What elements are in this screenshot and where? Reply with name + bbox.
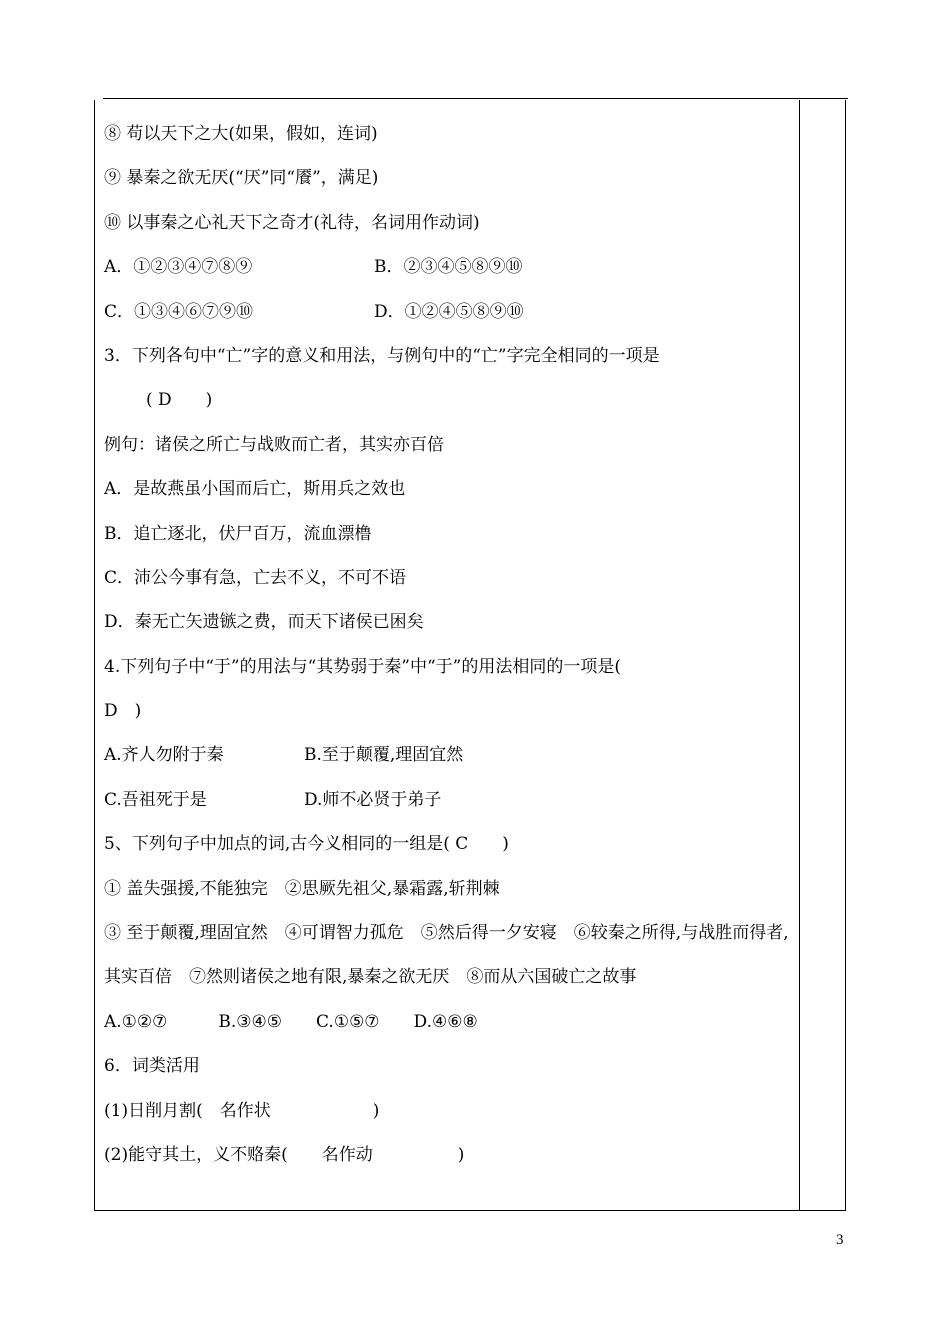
question-4-option-a: A.齐人勿附于秦 [104, 745, 224, 766]
answer-row-cd [104, 290, 794, 334]
option-line-9: ⑨ 暴秦之欲无厌(“厌”同“餍”，满足) [104, 168, 379, 189]
question-4-option-b: B.至于颠覆,理固宜然 [304, 745, 464, 766]
question-3-option-b: B．追亡逐北，伏尸百万，流血漂橹 [104, 523, 372, 544]
question-6-item-2: (2)能守其土，义不赂秦( 名作动 ) [104, 1145, 465, 1166]
question-5-items-1: ① 盖失强援,不能独完 ②思厥先祖父,暴霜露,斩荆棘 [104, 878, 500, 899]
question-6-item-1: (1)日削月割( 名作状 ) [104, 1100, 380, 1121]
header-rule [103, 98, 848, 99]
table-column-divider [799, 100, 800, 1211]
question-6-stem: 6．词类活用 [104, 1056, 200, 1077]
question-3-answer: ( D ) [146, 390, 213, 411]
answer-row-ab [104, 245, 794, 289]
answer-a: A．①②③④⑦⑧⑨ [104, 257, 253, 278]
question-3-option-a: A．是故燕虽小国而后亡，斯用兵之效也 [104, 479, 406, 500]
page-number: 3 [836, 1232, 844, 1248]
question-3-stem: 3．下列各句中“亡”字的意义和用法，与例句中的“亡”字完全相同的一项是 [104, 345, 660, 366]
option-line-10: ⑩ 以事秦之心礼天下之奇才(礼待，名词用作动词) [104, 212, 480, 233]
question-5-items-2: ③ 至于颠覆,理固宜然 ④可谓智力孤危 ⑤然后得一夕安寝 ⑥较秦之所得,与战胜而得者,其实百倍 ⑦然则诸侯之地有限,暴秦之欲无厌 ⑧而从六国破亡之故事 [104, 923, 789, 988]
answer-c: C．①③④⑥⑦⑨⑩ [104, 301, 254, 322]
question-3-example: 例句：诸侯之所亡与战败而亡者，其实亦百倍 [104, 434, 444, 455]
question-4-option-c: C.吾祖死于是 [104, 789, 207, 810]
answer-b: B．②③④⑤⑧⑨⑩ [374, 257, 523, 278]
question-5-answers: A.①②⑦ B.③④⑤ C.①⑤⑦ D.④⑥⑧ [104, 1011, 478, 1032]
question-4-answer: D ) [104, 701, 142, 722]
question-5-stem: 5、下列句子中加点的词,古今义相同的一组是( C ) [104, 834, 509, 855]
answer-d: D．①②④⑤⑧⑨⑩ [374, 301, 524, 322]
question-3-option-d: D．秦无亡矢遗镞之费，而天下诸侯已困矣 [104, 612, 424, 633]
question-4-stem: 4.下列句子中“于”的用法与“其势弱于秦”中“于”的用法相同的一项是( [104, 656, 621, 677]
question-content [104, 112, 794, 1177]
question-4-row-cd [104, 778, 794, 822]
option-line-8: ⑧ 苟以天下之大(如果，假如，连词) [104, 124, 378, 144]
question-4-option-d: D.师不必贤于弟子 [304, 789, 442, 810]
question-4-row-ab [104, 733, 794, 777]
question-3-option-c: C．沛公今事有急，亡去不义，不可不语 [104, 567, 407, 588]
